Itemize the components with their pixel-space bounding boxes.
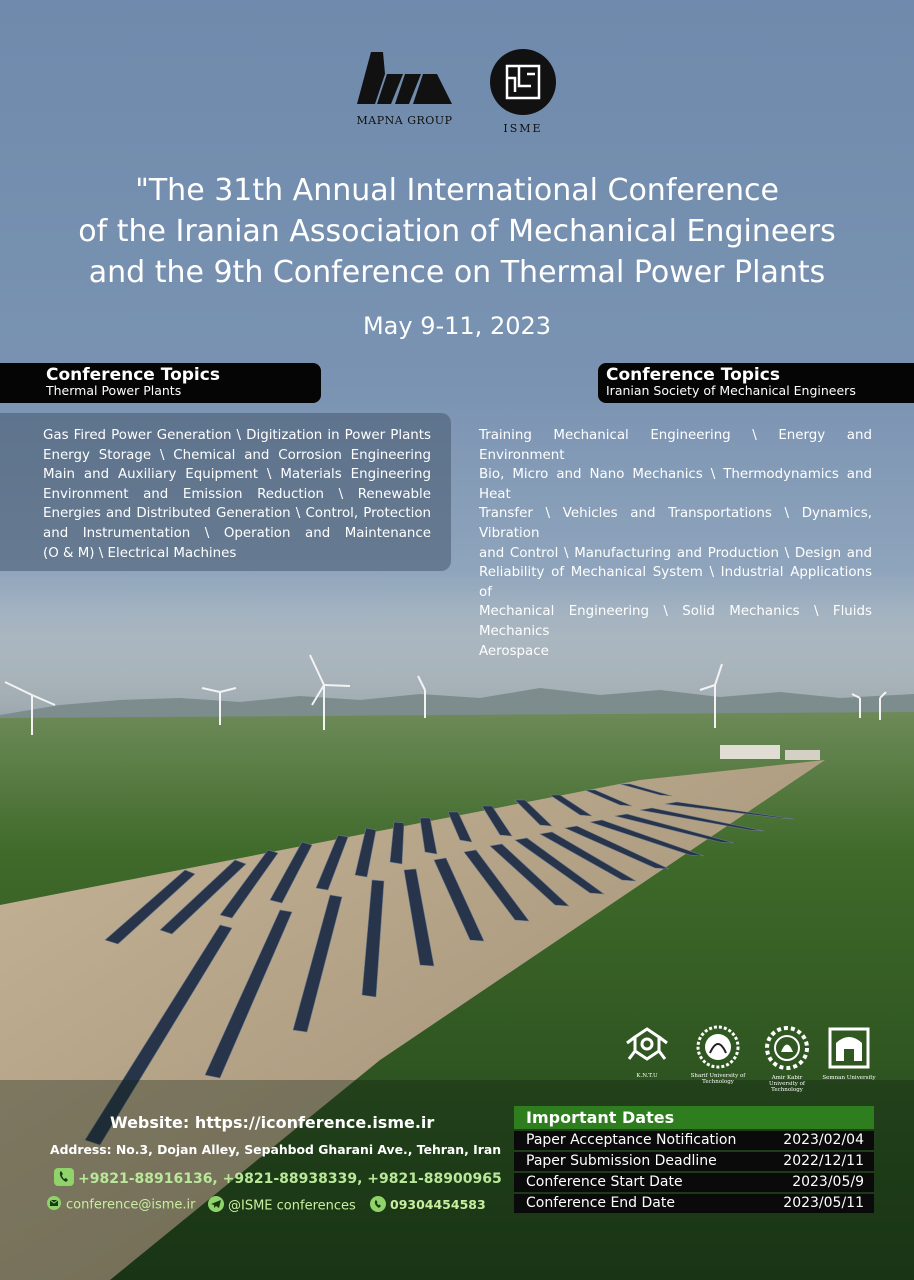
topic-line: Energies and Distributed Generation \ Control, Protection	[43, 506, 431, 522]
isme-logo-icon	[489, 48, 557, 116]
phone-numbers-text: +9821-88916136, +9821-88938339, +9821-88900965	[78, 1171, 502, 1187]
topic-line: Training Mechanical Engineering \ Energy and Environment	[479, 428, 872, 463]
topic-line: and Instrumentation \ Operation and Maintenance	[43, 525, 431, 541]
kntu-caption: K.N.T.U	[636, 1073, 658, 1079]
topic-line: Main and Auxiliary Equipment \ Materials Engineering	[43, 467, 431, 483]
semnan-logo	[820, 1025, 878, 1081]
topic-line: Reliability of Mechanical System \ Industrial Applications of	[479, 565, 872, 600]
sharif-caption: Sharif University of Technology	[690, 1073, 746, 1085]
topics-left-heading: Conference Topics	[46, 365, 220, 385]
topic-line: (O & M) \ Electrical Machines	[43, 545, 237, 561]
topics-left-list	[43, 426, 431, 563]
topic-line: and Control \ Manufacturing and Production \ Design and	[479, 545, 872, 561]
mapna-logo-caption: MAPNA GROUP	[356, 114, 453, 127]
important-dates-table	[514, 1106, 874, 1213]
telegram-contact[interactable]	[208, 1196, 356, 1216]
title-line-1: "The 31th Annual International Conference	[135, 173, 779, 208]
date-row	[514, 1152, 874, 1171]
topic-line: Energy Storage \ Chemical and Corrosion Engineering	[43, 447, 431, 463]
topics-right-header	[598, 363, 914, 403]
whatsapp-icon	[370, 1196, 386, 1215]
topics-right-list	[479, 426, 872, 661]
amirkabir-caption: Amir Kabir University of Technology	[769, 1075, 805, 1093]
sharif-logo	[690, 1025, 746, 1085]
topics-right-heading: Conference Topics	[606, 365, 780, 385]
whatsapp-contact[interactable]	[370, 1196, 486, 1215]
date-row-value: 2023/05/9	[792, 1174, 864, 1190]
topic-line: Environment and Emission Reduction \ Renewable	[43, 486, 431, 502]
topic-line: Transfer \ Vehicles and Transportations \ Dynamics, Vibration	[479, 506, 872, 541]
phone-icon	[54, 1168, 74, 1190]
date-row	[514, 1194, 874, 1213]
topics-left-subheading: Thermal Power Plants	[46, 383, 182, 398]
address-text: Address: No.3, Dojan Alley, Sepahbod Gharani Ave., Tehran, Iran	[50, 1142, 502, 1157]
email-icon	[46, 1196, 62, 1214]
kntu-logo	[622, 1025, 672, 1079]
date-row-label: Paper Acceptance Notification	[526, 1132, 737, 1148]
isme-logo	[488, 48, 558, 135]
kntu-logo-icon	[623, 1025, 671, 1069]
conference-title	[20, 170, 894, 293]
mapna-logo	[352, 52, 457, 127]
date-row-value: 2023/05/11	[783, 1195, 864, 1211]
date-row-value: 2023/02/04	[783, 1132, 864, 1148]
isme-logo-caption: ISME	[503, 122, 543, 135]
topic-line: Aerospace	[479, 643, 549, 659]
date-row-label: Conference End Date	[526, 1195, 675, 1211]
topics-right-subheading: Iranian Society of Mechanical Engineers	[606, 383, 856, 398]
whatsapp-text: 09304454583	[390, 1197, 486, 1212]
topic-line: Bio, Micro and Nano Mechanics \ Thermodynamics and Heat	[479, 467, 872, 502]
topic-line: Gas Fired Power Generation \ Digitization in Power Plants	[43, 428, 431, 443]
date-row	[514, 1131, 874, 1150]
semnan-caption: Semnan University	[822, 1075, 876, 1081]
important-dates-heading: Important Dates	[514, 1106, 874, 1129]
telegram-icon	[208, 1196, 224, 1216]
website-text[interactable]: Website: https://iconference.isme.ir	[110, 1113, 435, 1132]
date-row-label: Paper Submission Deadline	[526, 1153, 717, 1169]
conference-date: May 9-11, 2023	[362, 312, 552, 340]
title-line-3: and the 9th Conference on Thermal Power Plants	[88, 255, 826, 290]
topics-left-header	[0, 363, 321, 403]
phone-numbers[interactable]	[54, 1168, 502, 1190]
amirkabir-logo-icon	[764, 1025, 810, 1071]
topic-line: Mechanical Engineering \ Solid Mechanics \ Fluids Mechanics	[479, 604, 872, 639]
mapna-logo-icon	[357, 52, 452, 110]
date-row	[514, 1173, 874, 1192]
title-line-2: of the Iranian Association of Mechanical Engineers	[78, 214, 836, 249]
date-row-label: Conference Start Date	[526, 1174, 683, 1190]
email-text: conference@isme.ir	[66, 1197, 196, 1213]
telegram-text: @ISME conferences	[228, 1198, 356, 1214]
date-row-value: 2022/12/11	[783, 1153, 864, 1169]
semnan-logo-icon	[826, 1025, 872, 1071]
email-contact[interactable]	[46, 1196, 196, 1214]
sharif-logo-icon	[696, 1025, 740, 1069]
amirkabir-logo	[757, 1025, 817, 1093]
